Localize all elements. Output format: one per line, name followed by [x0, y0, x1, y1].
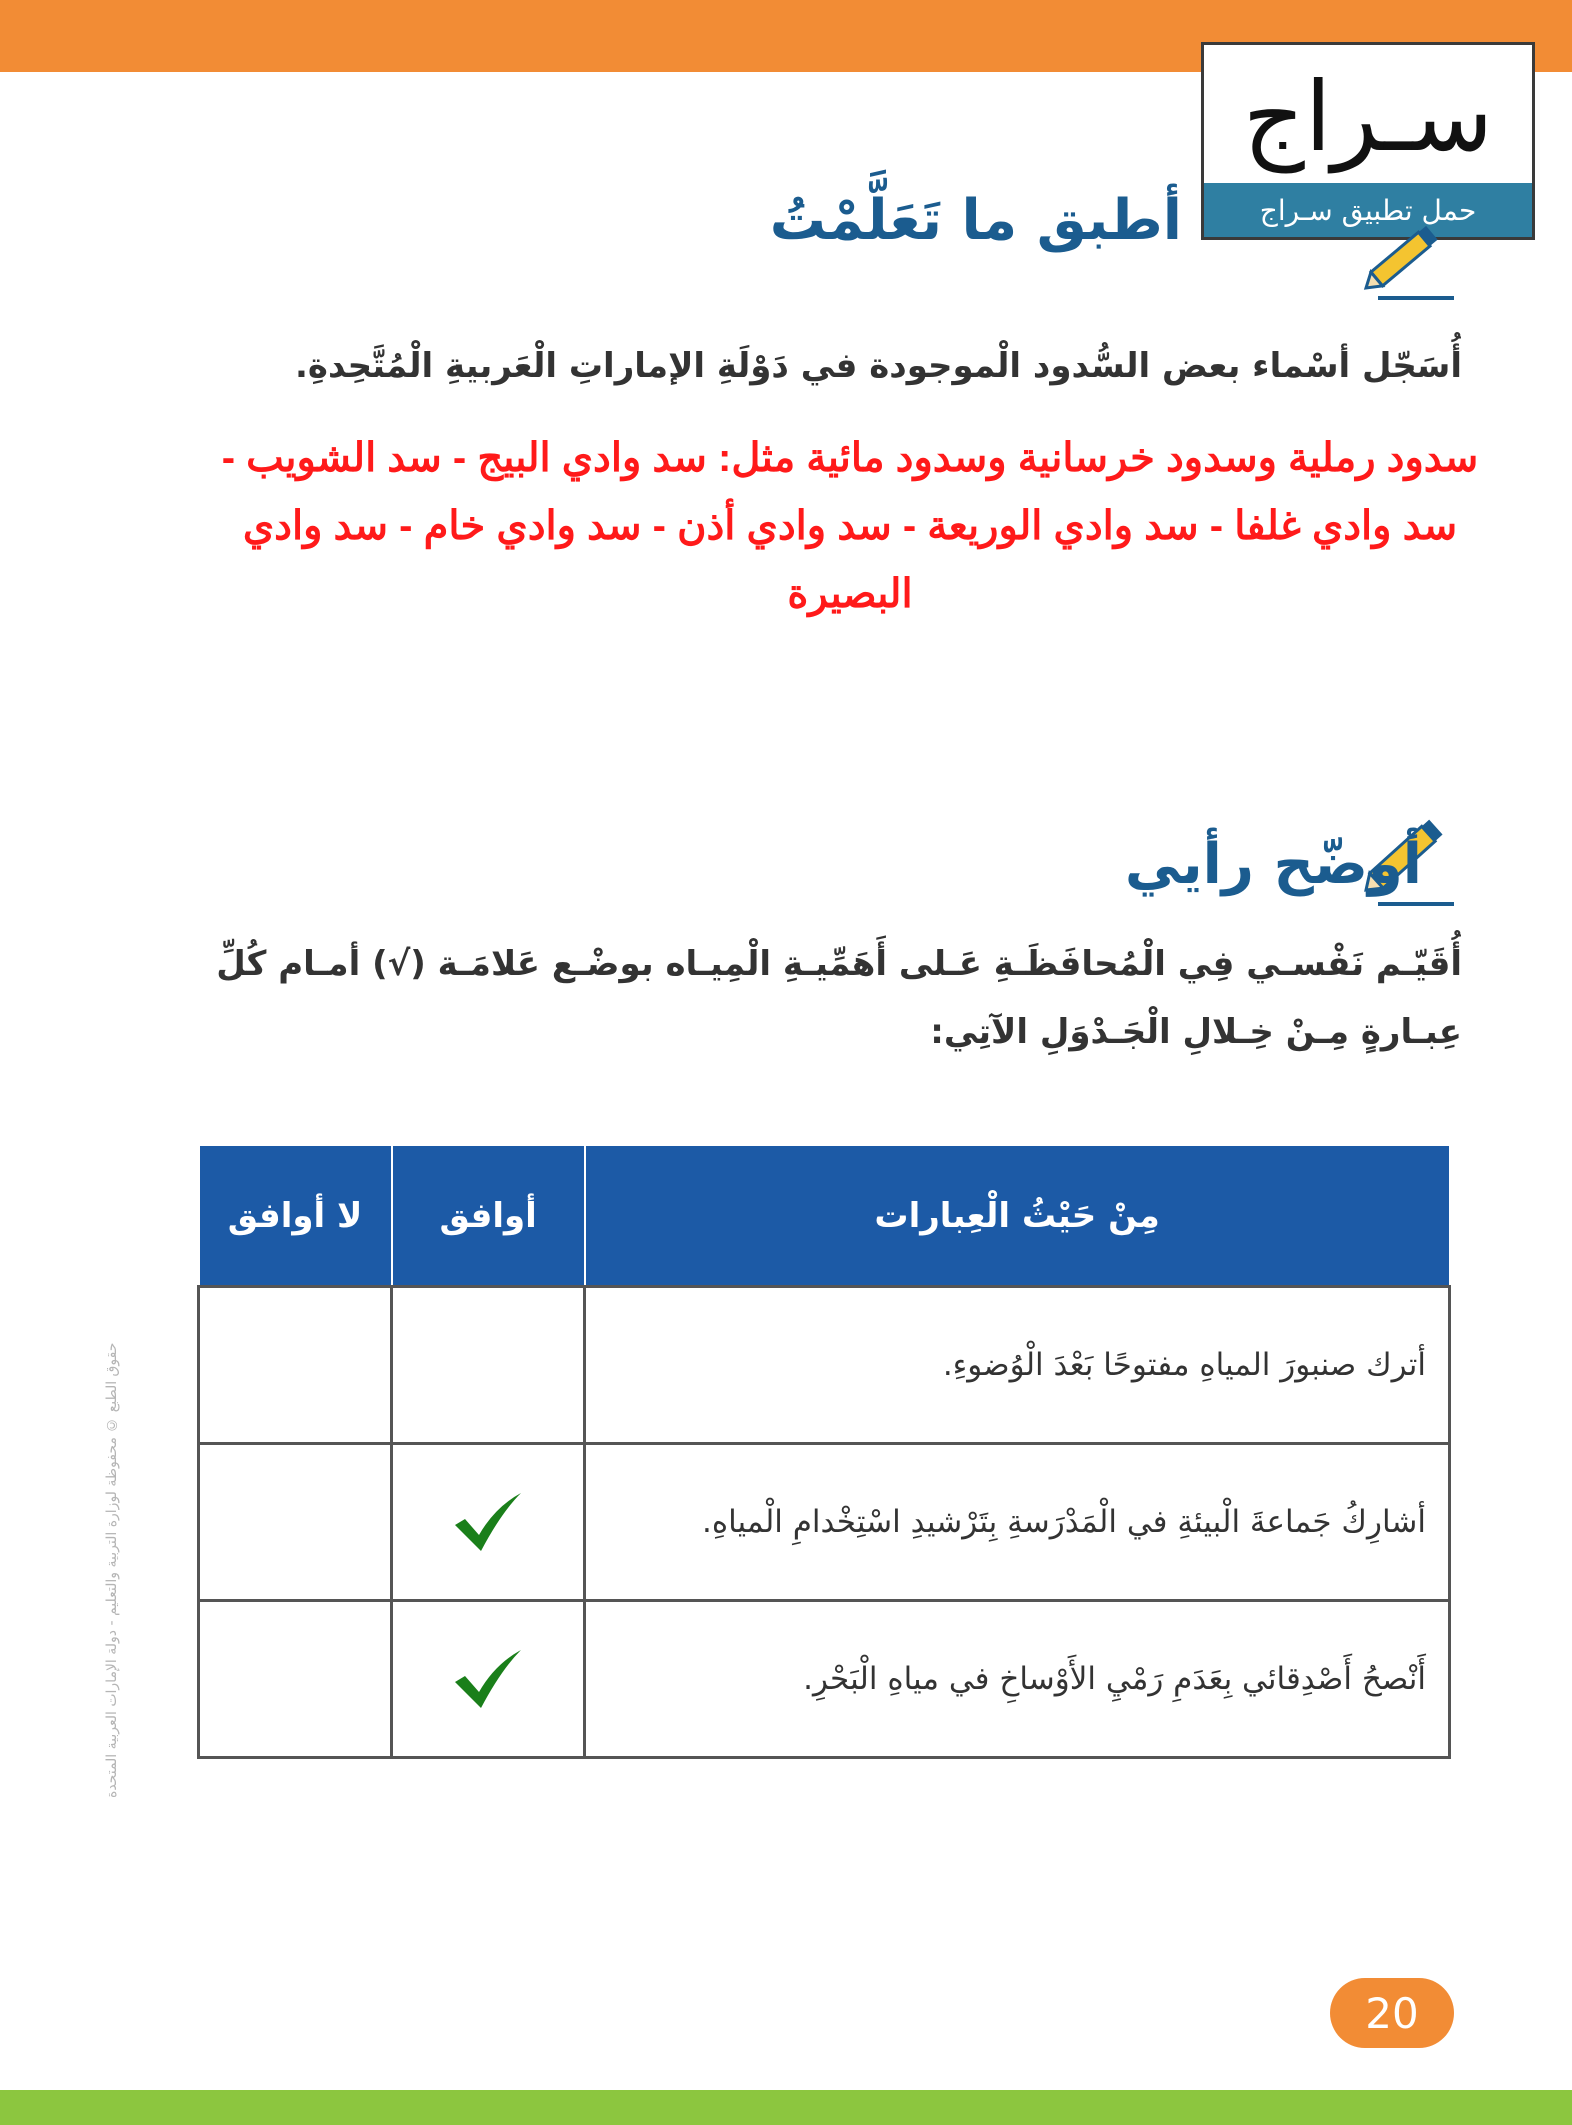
- check-mark-icon: [451, 1646, 525, 1712]
- pencil-icon: [1356, 218, 1456, 302]
- header-disagree: لا أوافق: [199, 1145, 392, 1287]
- disagree-cell[interactable]: [199, 1444, 392, 1601]
- agree-cell[interactable]: [392, 1287, 585, 1444]
- disagree-cell[interactable]: [199, 1287, 392, 1444]
- header-statement: مِنْ حَيْثُ الْعِبارات: [585, 1145, 1450, 1287]
- table-header-row: [199, 1145, 1450, 1287]
- self-assessment-table: [197, 1144, 1451, 1759]
- instruction-dams: أُسَجّل أسْماء بعض السُّدود الْموجودة في دَوْلَةِ الإماراتِ الْعَربيةِ الْمُتَّحِدةِ.: [294, 346, 1462, 386]
- siraj-logo: [1201, 42, 1535, 240]
- agree-cell[interactable]: [392, 1444, 585, 1601]
- logo-word: سـراج: [1242, 61, 1494, 173]
- bottom-green-bar: [0, 2090, 1572, 2125]
- copyright-side-note: حقوق الطبع © محفوظة لوزارة التربية والتعليم - دولة الإمارات العربية المتحدة: [104, 1342, 120, 1798]
- table-row: [199, 1601, 1450, 1758]
- statement-cell: أَنْصحُ أَصْدِقائي بِعَدَمِ رَمْيِ الأَوْساخِ في مياهِ الْبَحْرِ.: [585, 1601, 1450, 1758]
- instruction-self-assessment: أُقَيّـم نَفْسـي فِي الْمُحافَظَـةِ عَـلى أَهَمِّيـةِ الْمِيـاه بوضْـع عَلامَـة (√) أمـام كُلِّ عِبـارةٍ مِـنْ خِـلالِ الْجَـدْوَلِ الآتِي:: [216, 944, 1462, 1052]
- table-row: [199, 1444, 1450, 1601]
- table-row: [199, 1287, 1450, 1444]
- disagree-cell[interactable]: [199, 1601, 392, 1758]
- statement-cell: أشارِكُ جَماعةَ الْبيئةِ في الْمَدْرَسةِ بِتَرْشيدِ اسْتِخْدامِ الْمياهِ.: [585, 1444, 1450, 1601]
- agree-cell[interactable]: [392, 1601, 585, 1758]
- section-title-practice: أطبق ما تَعَلَّمْتُ: [769, 188, 1182, 253]
- answer-text: سدود رملية وسدود خرسانية وسدود مائية مثل: سد وادي البيج - سد الشويب - سد وادي غلفا - سد وادي الوريعة - سد وادي أذن - سد وادي خام - سد وادي البصيرة: [221, 436, 1479, 616]
- logo-tagline: حمل تطبيق سـراج: [1204, 183, 1532, 237]
- page-number-badge: 20: [1330, 1978, 1454, 2048]
- header-agree: أوافق: [392, 1145, 585, 1287]
- section-title-opinion: أوضّح رأيي: [1124, 832, 1422, 897]
- check-mark-icon: [451, 1489, 525, 1555]
- statement-cell: أترك صنبورَ المياهِ مفتوحًا بَعْدَ الْوُضوءِ.: [585, 1287, 1450, 1444]
